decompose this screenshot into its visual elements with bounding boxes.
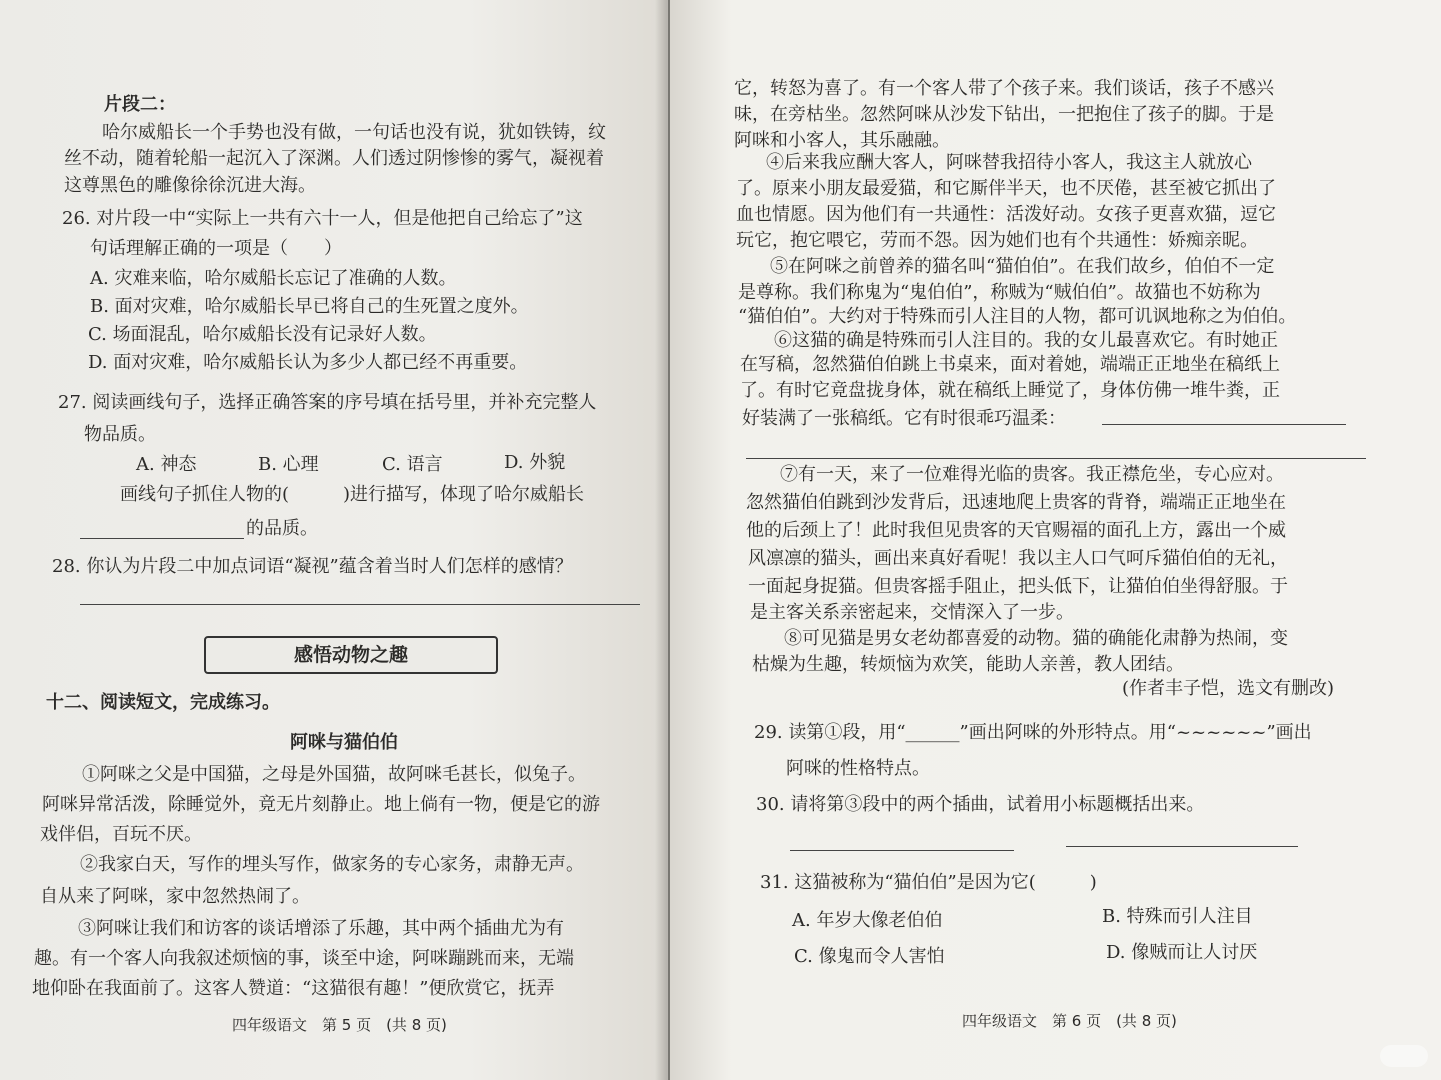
- story-line: 一面起身捉猫。但贵客摇手阻止，把头低下，让猫伯伯坐得舒服。于: [748, 576, 1288, 597]
- story-line: 忽然猫伯伯跳到沙发背后，迅速地爬上贵客的背脊，端端正正地坐在: [746, 492, 1286, 513]
- question-30: 30. 请将第③段中的两个插曲，试着用小标题概括出来。: [756, 794, 1205, 815]
- story-line: ③阿咪让我们和访客的谈话增添了乐趣，其中两个插曲尤为有: [78, 918, 564, 939]
- story-line: 味，在旁枯坐。忽然阿咪从沙发下钻出，一把抱住了孩子的脚。于是: [734, 104, 1274, 125]
- option-b: B. 特殊而引人注目: [1102, 906, 1253, 927]
- story-line: 好装满了一张稿纸。它有时很乖巧温柔：: [742, 408, 1066, 429]
- answer-line[interactable]: [80, 604, 640, 605]
- question-29: 29. 读第①段，用“______”画出阿咪的外形特点。用“~~~~~~”画出: [754, 722, 1312, 743]
- question-27-stem: 物品质。: [84, 424, 156, 445]
- part-title: 十二、阅读短文，完成练习。: [46, 692, 280, 713]
- question-28: 28. 你认为片段二中加点词语“凝视”蕴含着当时人们怎样的感情？: [52, 556, 573, 577]
- story-line: 阿咪和小客人，其乐融融。: [734, 130, 950, 151]
- section-badge: 感悟动物之趣: [204, 636, 498, 674]
- choice-d: D. 外貌: [504, 452, 566, 473]
- option-a: A. 灾难来临，哈尔威船长忘记了准确的人数。: [90, 268, 457, 289]
- fill-sentence: 的品质。: [246, 518, 318, 539]
- story-line: 风凛凛的猫头，画出来真好看呢！我以主人口气呵斥猫伯伯的无礼，: [748, 548, 1288, 569]
- page-footer: 四年级语文 第 6 页 (共 8 页): [962, 1012, 1177, 1030]
- story-line: ⑦有一天，来了一位难得光临的贵客。我正襟危坐，专心应对。: [780, 464, 1284, 485]
- story-line: 阿咪异常活泼，除睡觉外，竟无片刻静止。地上倘有一物，便是它的游: [42, 794, 600, 815]
- right-page: [670, 0, 1441, 1080]
- passage-line: 丝不动，随着轮船一起沉入了深渊。人们透过阴惨惨的雾气，凝视着: [64, 148, 604, 169]
- answer-blank-2[interactable]: [1066, 846, 1298, 847]
- story-line: 在写稿，忽然猫伯伯跳上书桌来，面对着她，端端正正地坐在稿纸上: [740, 354, 1280, 375]
- section-title: 片段二：: [104, 94, 176, 115]
- story-line: 是尊称。我们称鬼为“鬼伯伯”，称贼为“贼伯伯”。故猫也不妨称为: [738, 282, 1261, 303]
- story-line: 了。有时它竟盘拢身体，就在稿纸上睡觉了，身体仿佛一堆牛粪，正: [740, 380, 1280, 401]
- option-d: D. 像贼而让人讨厌: [1106, 942, 1258, 963]
- story-line: 戏伴侣，百玩不厌。: [40, 824, 202, 845]
- story-line: 枯燥为生趣，转烦恼为欢笑，能助人亲善，教人团结。: [752, 654, 1184, 675]
- story-line: 趣。有一个客人向我叙述烦恼的事，谈至中途，阿咪蹦跳而来，无端: [34, 948, 574, 969]
- story-line: ⑤在阿咪之前曾养的猫名叫“猫伯伯”。在我们故乡，伯伯不一定: [770, 256, 1275, 277]
- story-line: 自从来了阿咪，家中忽然热闹了。: [40, 886, 310, 907]
- story-title: 阿咪与猫伯伯: [290, 732, 398, 753]
- author-note: (作者丰子恺，选文有删改): [1122, 678, 1335, 699]
- passage-line: 这尊黑色的雕像徐徐沉进大海。: [64, 175, 316, 196]
- question-27-stem: 27. 阅读画线句子，选择正确答案的序号填在括号里，并补充完整人: [58, 392, 597, 413]
- option-c: C. 场面混乱，哈尔威船长没有记录好人数。: [88, 324, 437, 345]
- story-line: 玩它，抱它喂它，劳而不怨。因为她们也有个共通性：娇痴亲昵。: [736, 230, 1258, 251]
- story-line: 他的后颈上了！此时我但见贵客的天官赐福的面孔上方，露出一个威: [746, 520, 1286, 541]
- answer-blank-1[interactable]: [790, 850, 1014, 851]
- story-line: ⑥这猫的确是特殊而引人注目的。我的女儿最喜欢它。有时她正: [774, 330, 1278, 351]
- choice-c: C. 语言: [382, 454, 443, 475]
- story-line: ⑧可见猫是男女老幼都喜爱的动物。猫的确能化肃静为热闹，变: [784, 628, 1288, 649]
- page-footer: 四年级语文 第 5 页 (共 8 页): [232, 1016, 447, 1034]
- fill-sentence: 画线句子抓住人物的( )进行描写，体现了哈尔威船长: [120, 484, 585, 505]
- question-26-stem: 句话理解正确的一项是（ ）: [90, 238, 342, 259]
- answer-line[interactable]: [746, 458, 1366, 459]
- passage-line: 哈尔威船长一个手势也没有做，一句话也没有说，犹如铁铸，纹: [102, 122, 606, 143]
- option-a: A. 年岁大像老伯伯: [792, 910, 943, 931]
- question-29: 阿咪的性格特点。: [786, 758, 930, 779]
- choice-a: A. 神态: [136, 454, 197, 475]
- left-page: [0, 0, 668, 1080]
- question-26-stem: 26. 对片段一中“实际上一共有六十一人，但是他把自己给忘了”这: [62, 208, 583, 229]
- option-b: B. 面对灾难，哈尔威船长早已将自己的生死置之度外。: [90, 296, 529, 317]
- option-c: C. 像鬼而令人害怕: [794, 946, 945, 967]
- choice-b: B. 心理: [258, 454, 319, 475]
- story-line: ①阿咪之父是中国猫，之母是外国猫，故阿咪毛甚长，似兔子。: [82, 764, 586, 785]
- watermark-badge: [1380, 1045, 1428, 1067]
- story-line: 地仰卧在我面前了。这客人赞道：“这猫很有趣！”便欣赏它，抚弄: [32, 978, 555, 999]
- question-31-stem: 31. 这猫被称为“猫伯伯”是因为它( ): [760, 872, 1097, 893]
- story-line: 血也情愿。因为他们有一共通性：活泼好动。女孩子更喜欢猫，逗它: [736, 204, 1276, 225]
- story-line: 了。原来小朋友最爱猫，和它厮伴半天，也不厌倦，甚至被它抓出了: [736, 178, 1276, 199]
- story-line: 是主客关系亲密起来，交情深入了一步。: [750, 602, 1074, 623]
- story-line: ④后来我应酬大客人，阿咪替我招待小客人，我这主人就放心: [766, 152, 1252, 173]
- story-line: 它，转怒为喜了。有一个客人带了个孩子来。我们谈话，孩子不感兴: [734, 78, 1274, 99]
- story-line: “猫伯伯”。大约对于特殊而引人注目的人物，都可讥讽地称之为伯伯。: [738, 306, 1297, 327]
- story-line: ②我家白天，写作的埋头写作，做家务的专心家务，肃静无声。: [80, 854, 584, 875]
- answer-blank[interactable]: [1102, 424, 1346, 425]
- answer-blank[interactable]: [80, 538, 244, 539]
- option-d: D. 面对灾难，哈尔威船长认为多少人都已经不再重要。: [88, 352, 528, 373]
